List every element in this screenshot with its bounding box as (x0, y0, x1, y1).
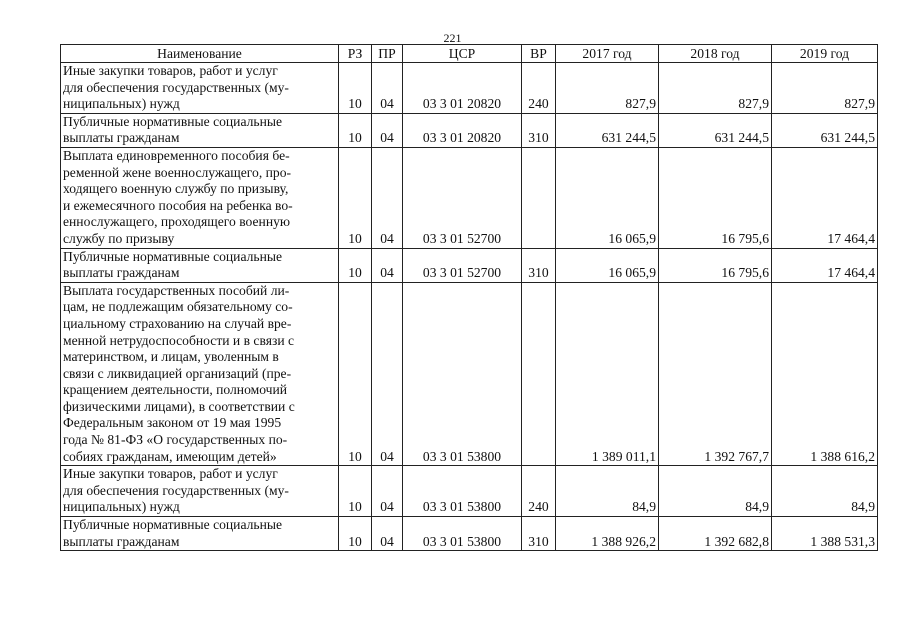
row-rz: 10 (339, 113, 372, 147)
row-2017: 827,9 (556, 63, 659, 114)
budget-table (60, 44, 878, 551)
row-2018: 84,9 (659, 466, 772, 517)
row-name: Выплата государственных пособий ли- цам, не подлежащим обязательному со- циальному страхованию на случай вре- менной нетрудоспособности и в связи с материнством, и лицам, уволенным в связи с ликвидацией организаций (пре- кращением деятельности, полномочий физическими лицами), в соответствии с Федеральным законом от 19 мая 1995 года № 81-ФЗ «О государственных по- собиях гражданам, имеющим детей» (61, 282, 339, 466)
row-csr: 03 3 01 53800 (403, 517, 522, 551)
row-2017: 16 065,9 (556, 147, 659, 248)
row-2018: 631 244,5 (659, 113, 772, 147)
row-pr: 04 (372, 63, 403, 114)
row-2018: 16 795,6 (659, 248, 772, 282)
row-2019: 17 464,4 (772, 147, 878, 248)
row-pr: 04 (372, 466, 403, 517)
column-header-pr: ПР (372, 45, 403, 63)
table-row (61, 248, 878, 282)
row-2019: 84,9 (772, 466, 878, 517)
table-row (61, 147, 878, 248)
row-vr: 310 (522, 248, 556, 282)
row-name: Публичные нормативные социальные выплаты гражданам (61, 248, 339, 282)
table-row (61, 466, 878, 517)
row-name: Иные закупки товаров, работ и услуг для обеспечения государственных (му- ниципальных) нужд (61, 63, 339, 114)
row-csr: 03 3 01 20820 (403, 63, 522, 114)
row-2019: 631 244,5 (772, 113, 878, 147)
row-csr: 03 3 01 53800 (403, 282, 522, 466)
column-header-2017: 2017 год (556, 45, 659, 63)
row-pr: 04 (372, 147, 403, 248)
row-2017: 631 244,5 (556, 113, 659, 147)
row-rz: 10 (339, 248, 372, 282)
row-vr (522, 147, 556, 248)
row-2018: 16 795,6 (659, 147, 772, 248)
row-2019: 17 464,4 (772, 248, 878, 282)
row-pr: 04 (372, 113, 403, 147)
row-rz: 10 (339, 147, 372, 248)
row-vr (522, 282, 556, 466)
column-header-name: Наименование (61, 45, 339, 63)
row-rz: 10 (339, 466, 372, 517)
column-header-vr: ВР (522, 45, 556, 63)
row-rz: 10 (339, 282, 372, 466)
row-rz: 10 (339, 517, 372, 551)
page-number: 221 (443, 31, 462, 45)
row-2019: 1 388 616,2 (772, 282, 878, 466)
row-name: Публичные нормативные социальные выплаты гражданам (61, 517, 339, 551)
table-row (61, 113, 878, 147)
row-2018: 827,9 (659, 63, 772, 114)
row-2018: 1 392 682,8 (659, 517, 772, 551)
column-header-rz: РЗ (339, 45, 372, 63)
table-row (61, 63, 878, 114)
row-vr: 310 (522, 113, 556, 147)
row-2019: 827,9 (772, 63, 878, 114)
row-pr: 04 (372, 282, 403, 466)
column-header-2019: 2019 год (772, 45, 878, 63)
row-csr: 03 3 01 52700 (403, 147, 522, 248)
column-header-2018: 2018 год (659, 45, 772, 63)
table-header-row (61, 45, 878, 63)
row-2017: 1 389 011,1 (556, 282, 659, 466)
row-csr: 03 3 01 52700 (403, 248, 522, 282)
row-rz: 10 (339, 63, 372, 114)
row-2017: 16 065,9 (556, 248, 659, 282)
row-2019: 1 388 531,3 (772, 517, 878, 551)
row-2017: 84,9 (556, 466, 659, 517)
table-row (61, 282, 878, 466)
row-vr: 310 (522, 517, 556, 551)
row-name: Иные закупки товаров, работ и услуг для обеспечения государственных (му- ниципальных) нужд (61, 466, 339, 517)
table-row (61, 517, 878, 551)
row-csr: 03 3 01 53800 (403, 466, 522, 517)
row-csr: 03 3 01 20820 (403, 113, 522, 147)
row-pr: 04 (372, 517, 403, 551)
row-vr: 240 (522, 63, 556, 114)
row-pr: 04 (372, 248, 403, 282)
row-name: Выплата единовременного пособия бе- ременной жене военнослужащего, про- ходящего военную службу по призыву, и ежемесячного пособия на ребенка во- еннослужащего, проходящего военную службу по призыву (61, 147, 339, 248)
column-header-csr: ЦСР (403, 45, 522, 63)
row-2017: 1 388 926,2 (556, 517, 659, 551)
row-2018: 1 392 767,7 (659, 282, 772, 466)
row-name: Публичные нормативные социальные выплаты гражданам (61, 113, 339, 147)
row-vr: 240 (522, 466, 556, 517)
